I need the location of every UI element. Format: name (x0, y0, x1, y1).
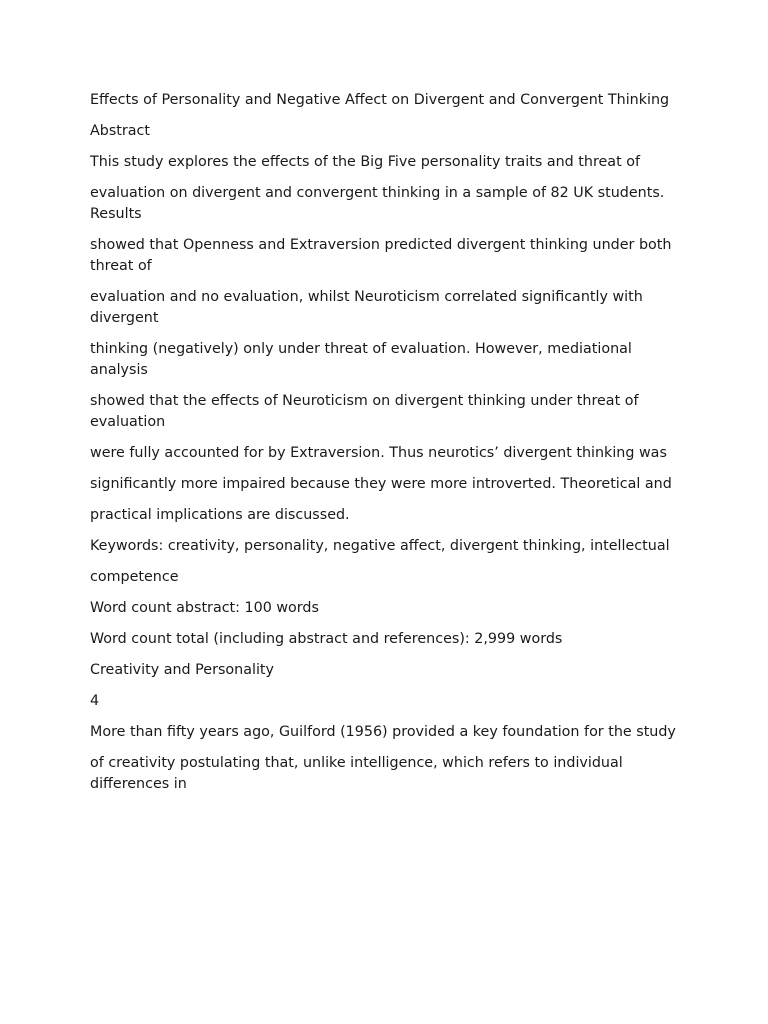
abstract-line: thinking (negatively) only under threat of evaluation. However, mediational analysis (90, 341, 632, 378)
body-line: More than fifty years ago, Guilford (1956) provided a key foundation for the study (90, 724, 676, 740)
word-count-total: Word count total (including abstract and references): 2,999 words (90, 631, 563, 647)
page-number: 4 (90, 693, 100, 709)
document-page (90, 90, 680, 805)
keywords-line: competence (90, 569, 179, 585)
keywords-line: Keywords: creativity, personality, negative affect, divergent thinking, intellectual (90, 538, 670, 554)
running-head: Creativity and Personality (90, 662, 274, 678)
abstract-line: practical implications are discussed. (90, 507, 350, 523)
abstract-line: evaluation and no evaluation, whilst Neuroticism correlated significantly with divergent (90, 289, 643, 326)
body-line: of creativity postulating that, unlike intelligence, which refers to individual differences in (90, 755, 623, 792)
abstract-line: This study explores the effects of the Big Five personality traits and threat of (90, 154, 641, 170)
abstract-line: evaluation on divergent and convergent thinking in a sample of 82 UK students. Results (90, 185, 665, 222)
abstract-heading: Abstract (90, 123, 151, 139)
abstract-line: were fully accounted for by Extraversion. Thus neurotics’ divergent thinking was (90, 445, 667, 461)
abstract-line: significantly more impaired because they were more introverted. Theoretical and (90, 476, 672, 492)
document-title: Effects of Personality and Negative Affect on Divergent and Convergent Thinking (90, 92, 670, 108)
word-count-abstract: Word count abstract: 100 words (90, 600, 319, 616)
abstract-line: showed that the effects of Neuroticism on divergent thinking under threat of evaluation (90, 393, 639, 430)
abstract-line: showed that Openness and Extraversion predicted divergent thinking under both threat of (90, 237, 672, 274)
